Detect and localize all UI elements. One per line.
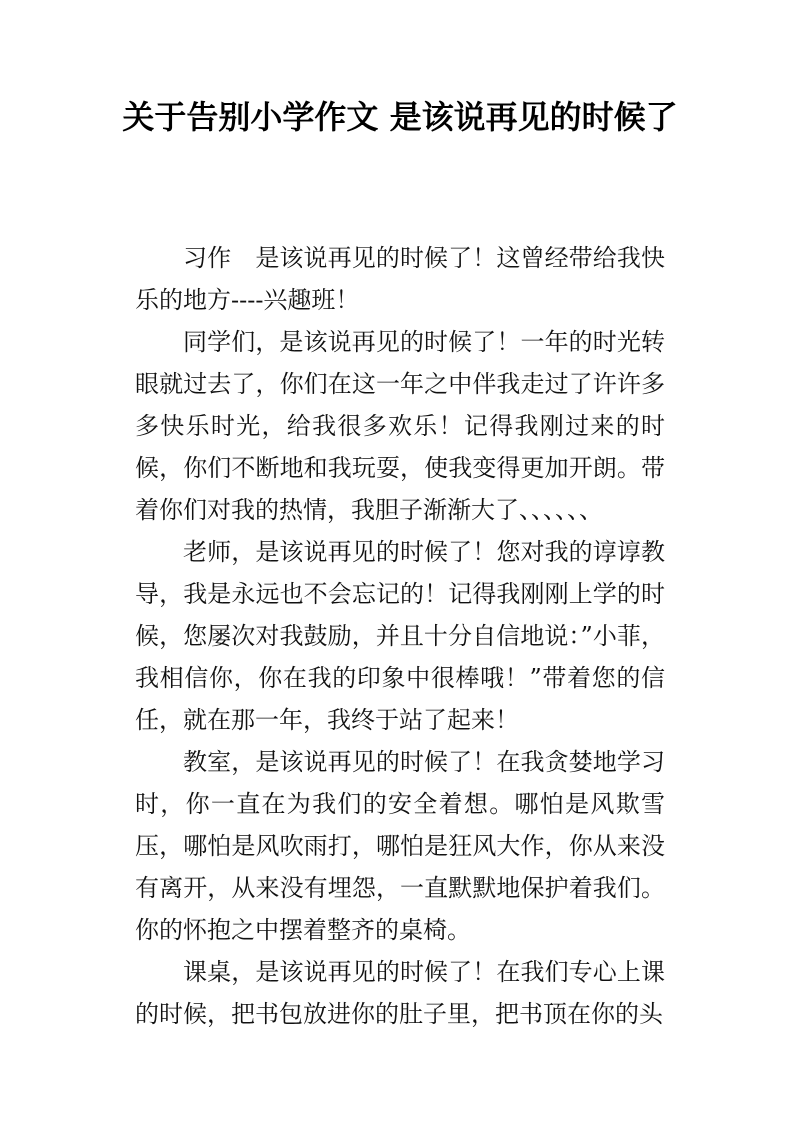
paragraph-classroom: 教室，是该说再见的时候了！在我贪婪地学习时，你一直在为我们的安全着想。哪怕是风欺雪压，哪怕是风吹雨打，哪怕是狂风大作，你从来没有离开，从来没有埋怨，一直默默地保护着我们。你的怀抱之中摆着整齐的桌椅。 [135,748,665,944]
page-title: 关于告别小学作文 是该说再见的时候了 [122,98,678,136]
essay-body [135,237,665,1035]
paragraph-intro: 习作 是该说再见的时候了！这曾经带给我快乐的地方----兴趣班！ [135,244,665,314]
paragraph-classmates: 同学们，是该说再见的时候了！一年的时光转眼就过去了，你们在这一年之中伴我走过了许许多多快乐时光，给我很多欢乐！记得我刚过来的时候，你们不断地和我玩耍，使我变得更加开朗。带着你们对我的热情，我胆子渐渐大了、、、、、、 [135,328,665,524]
paragraph-teacher: 老师，是该说再见的时候了！您对我的谆谆教导，我是永远也不会忘记的！记得我刚刚上学的时候，您屡次对我鼓励，并且十分自信地说：”小菲，我相信你，你在我的印象中很棒哦！”带着您的信任，就在那一年，我终于站了起来！ [135,538,665,734]
paragraph-desk: 课桌，是该说再见的时候了！在我们专心上课的时候，把书包放进你的肚子里，把书顶在你的头 [135,958,665,1028]
